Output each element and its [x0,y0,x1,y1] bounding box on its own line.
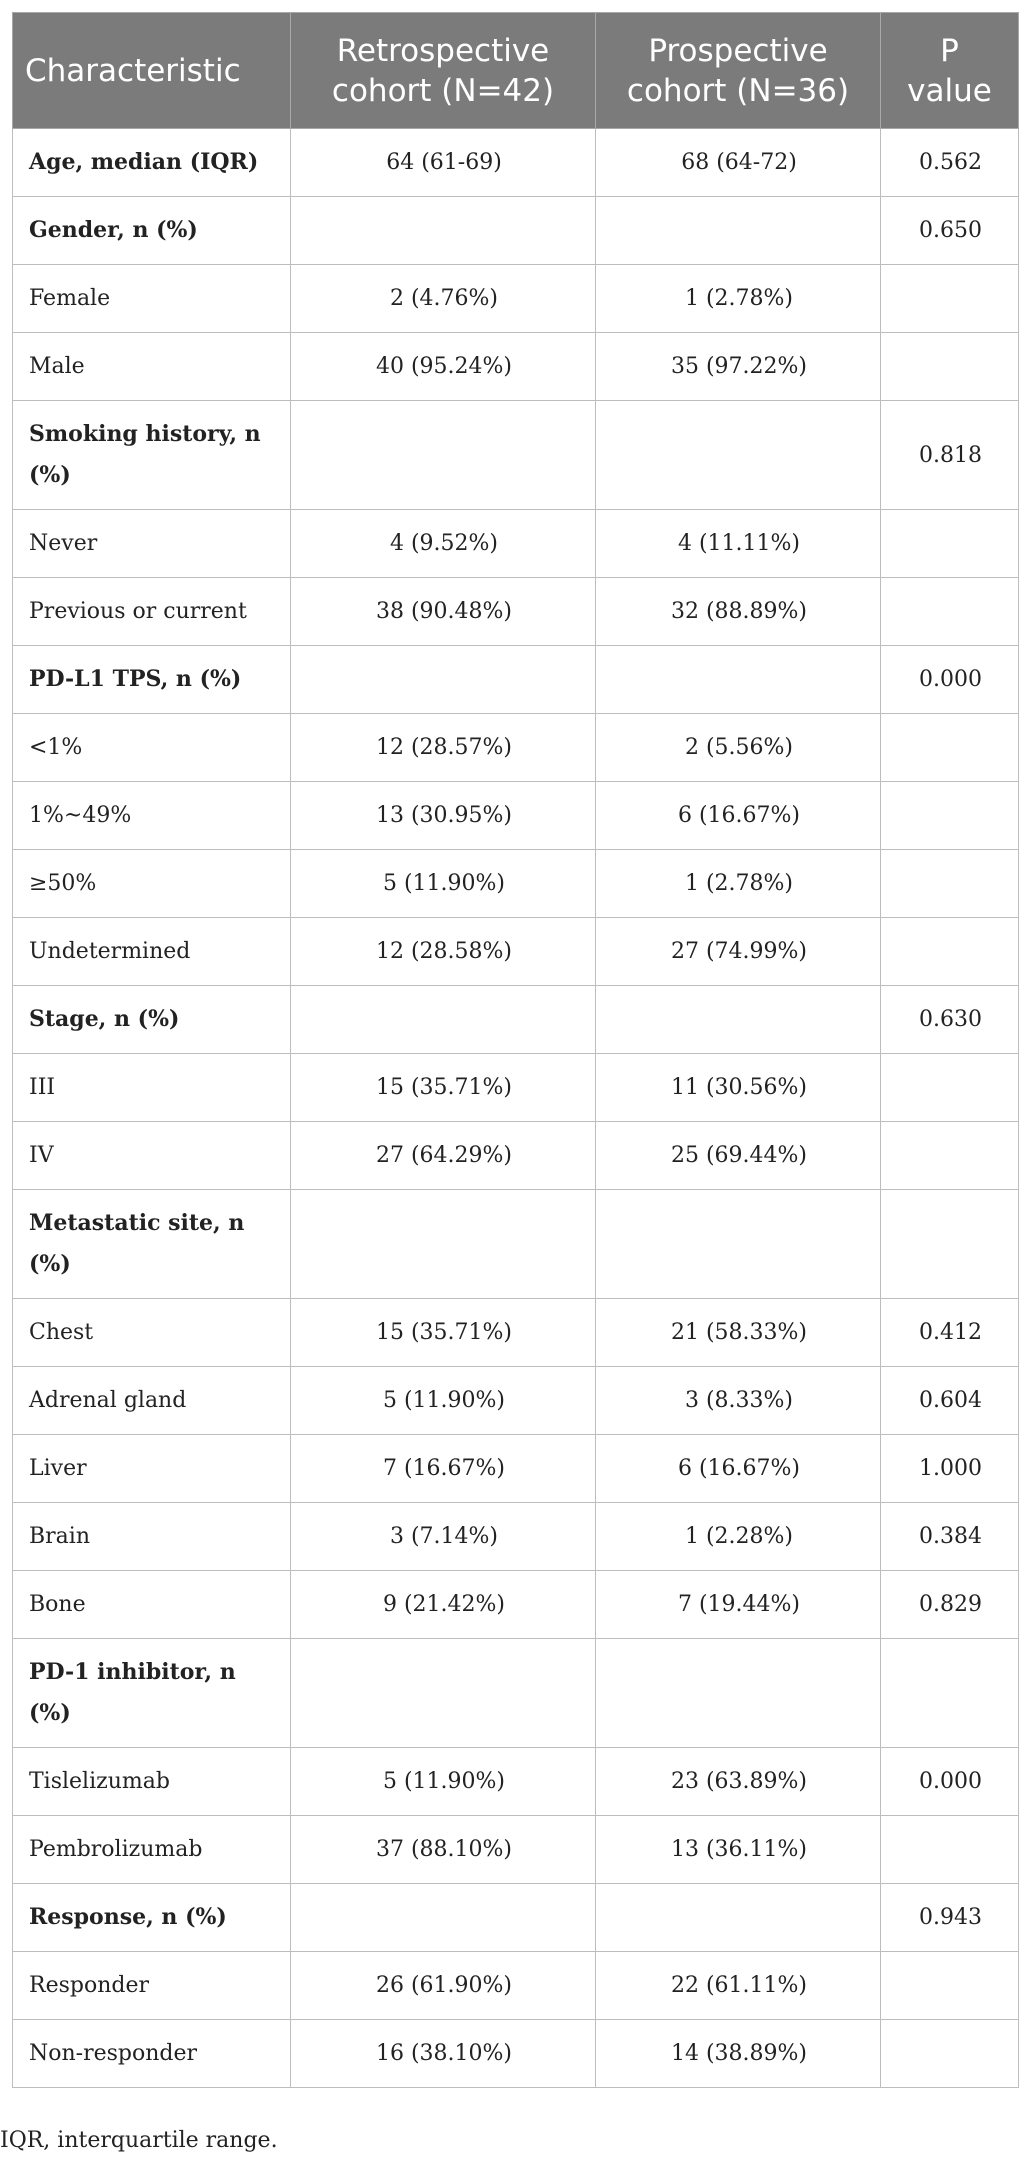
cell-characteristic: Smoking history, n (%) [13,401,291,510]
cell-retrospective [291,1884,596,1952]
cell-characteristic: ≥50% [13,850,291,918]
cell-characteristic: Chest [13,1299,291,1367]
cell-retrospective: 5 (11.90%) [291,1748,596,1816]
cell-retrospective: 4 (9.52%) [291,510,596,578]
table-footnote: IQR, interquartile range. [0,2128,278,2153]
cell-retrospective: 3 (7.14%) [291,1503,596,1571]
baseline-characteristics-table-container [12,12,1018,2088]
cell-prospective: 1 (2.78%) [596,265,881,333]
cell-prospective [596,1190,881,1299]
cell-characteristic: III [13,1054,291,1122]
cell-p-value [881,1190,1019,1299]
cell-retrospective: 26 (61.90%) [291,1952,596,2020]
table-row [13,850,1019,918]
cell-p-value: 0.604 [881,1367,1019,1435]
table-row [13,1503,1019,1571]
cell-prospective [596,646,881,714]
cell-characteristic: Gender, n (%) [13,197,291,265]
cell-p-value: 0.384 [881,1503,1019,1571]
cell-prospective: 1 (2.28%) [596,1503,881,1571]
cell-retrospective [291,646,596,714]
cell-characteristic: PD-1 inhibitor, n (%) [13,1639,291,1748]
cell-characteristic: Non-responder [13,2020,291,2088]
cell-characteristic: Pembrolizumab [13,1816,291,1884]
cell-retrospective [291,1190,596,1299]
table-row [13,1367,1019,1435]
table-row [13,1435,1019,1503]
cell-characteristic: 1%~49% [13,782,291,850]
cell-prospective: 27 (74.99%) [596,918,881,986]
cell-p-value [881,782,1019,850]
cell-retrospective: 5 (11.90%) [291,1367,596,1435]
table-row [13,1571,1019,1639]
cell-prospective: 4 (11.11%) [596,510,881,578]
cell-characteristic: Metastatic site, n (%) [13,1190,291,1299]
header-p-value: P value [881,13,1019,129]
table-row [13,714,1019,782]
cell-prospective [596,1884,881,1952]
cell-retrospective: 13 (30.95%) [291,782,596,850]
table-row [13,1299,1019,1367]
table-row [13,782,1019,850]
cell-prospective: 2 (5.56%) [596,714,881,782]
cell-retrospective: 16 (38.10%) [291,2020,596,2088]
cell-characteristic: Adrenal gland [13,1367,291,1435]
cell-prospective: 23 (63.89%) [596,1748,881,1816]
table-row [13,333,1019,401]
table-row [13,2020,1019,2088]
cell-retrospective: 38 (90.48%) [291,578,596,646]
cell-p-value: 0.562 [881,129,1019,197]
cell-prospective [596,197,881,265]
cell-prospective: 25 (69.44%) [596,1122,881,1190]
cell-retrospective: 15 (35.71%) [291,1054,596,1122]
cell-prospective: 32 (88.89%) [596,578,881,646]
table-row [13,401,1019,510]
cell-prospective: 6 (16.67%) [596,782,881,850]
table-row [13,1816,1019,1884]
cell-retrospective: 40 (95.24%) [291,333,596,401]
header-prospective-cohort: Prospective cohort (N=36) [596,13,881,129]
cell-characteristic: Liver [13,1435,291,1503]
cell-p-value [881,333,1019,401]
cell-p-value: 0.650 [881,197,1019,265]
cell-prospective: 3 (8.33%) [596,1367,881,1435]
table-row [13,197,1019,265]
table-row [13,1952,1019,2020]
cell-retrospective: 12 (28.57%) [291,714,596,782]
cell-characteristic: <1% [13,714,291,782]
cell-retrospective [291,401,596,510]
cell-p-value [881,1122,1019,1190]
cell-retrospective: 27 (64.29%) [291,1122,596,1190]
cell-p-value: 0.412 [881,1299,1019,1367]
cell-p-value [881,578,1019,646]
cell-p-value [881,2020,1019,2088]
header-characteristic: Characteristic [13,13,291,129]
cell-p-value [881,1952,1019,2020]
cell-retrospective [291,197,596,265]
cell-p-value: 0.818 [881,401,1019,510]
cell-characteristic: Brain [13,1503,291,1571]
cell-characteristic: Stage, n (%) [13,986,291,1054]
cell-p-value [881,1816,1019,1884]
cell-prospective: 21 (58.33%) [596,1299,881,1367]
cell-retrospective [291,1639,596,1748]
cell-retrospective: 37 (88.10%) [291,1816,596,1884]
table-row [13,578,1019,646]
cell-p-value: 0.000 [881,1748,1019,1816]
cell-characteristic: Response, n (%) [13,1884,291,1952]
table-row [13,1884,1019,1952]
table-header [13,13,1019,129]
cell-characteristic: Age, median (IQR) [13,129,291,197]
cell-prospective: 35 (97.22%) [596,333,881,401]
cell-prospective: 14 (38.89%) [596,2020,881,2088]
table-row [13,129,1019,197]
table-row [13,1748,1019,1816]
cell-retrospective: 64 (61-69) [291,129,596,197]
cell-retrospective: 15 (35.71%) [291,1299,596,1367]
cell-p-value: 0.943 [881,1884,1019,1952]
cell-p-value [881,850,1019,918]
cell-p-value: 1.000 [881,1435,1019,1503]
cell-prospective: 13 (36.11%) [596,1816,881,1884]
cell-characteristic: Male [13,333,291,401]
table-row [13,918,1019,986]
cell-characteristic: Bone [13,1571,291,1639]
cell-p-value: 0.829 [881,1571,1019,1639]
cell-characteristic: PD-L1 TPS, n (%) [13,646,291,714]
cell-characteristic: IV [13,1122,291,1190]
table-row [13,1639,1019,1748]
cell-characteristic: Responder [13,1952,291,2020]
cell-prospective [596,986,881,1054]
table-row [13,510,1019,578]
cell-prospective: 68 (64-72) [596,129,881,197]
cell-p-value [881,918,1019,986]
cell-characteristic: Previous or current [13,578,291,646]
cell-p-value [881,1639,1019,1748]
table-row [13,1054,1019,1122]
table-row [13,1122,1019,1190]
cell-p-value [881,510,1019,578]
header-retrospective-cohort: Retrospective cohort (N=42) [291,13,596,129]
cell-prospective: 22 (61.11%) [596,1952,881,2020]
cell-retrospective [291,986,596,1054]
baseline-characteristics-table [12,12,1019,2088]
cell-characteristic: Never [13,510,291,578]
cell-retrospective: 2 (4.76%) [291,265,596,333]
cell-p-value [881,714,1019,782]
table-row [13,265,1019,333]
table-body [13,129,1019,2088]
cell-retrospective: 7 (16.67%) [291,1435,596,1503]
cell-characteristic: Tislelizumab [13,1748,291,1816]
cell-p-value [881,1054,1019,1122]
cell-characteristic: Female [13,265,291,333]
table-row [13,1190,1019,1299]
cell-retrospective: 5 (11.90%) [291,850,596,918]
table-row [13,646,1019,714]
cell-prospective: 7 (19.44%) [596,1571,881,1639]
cell-retrospective: 9 (21.42%) [291,1571,596,1639]
cell-p-value: 0.000 [881,646,1019,714]
cell-prospective: 6 (16.67%) [596,1435,881,1503]
cell-prospective: 11 (30.56%) [596,1054,881,1122]
cell-p-value: 0.630 [881,986,1019,1054]
cell-characteristic: Undetermined [13,918,291,986]
table-row [13,986,1019,1054]
cell-prospective [596,401,881,510]
header-row [13,13,1019,129]
cell-prospective: 1 (2.78%) [596,850,881,918]
cell-prospective [596,1639,881,1748]
cell-retrospective: 12 (28.58%) [291,918,596,986]
cell-p-value [881,265,1019,333]
